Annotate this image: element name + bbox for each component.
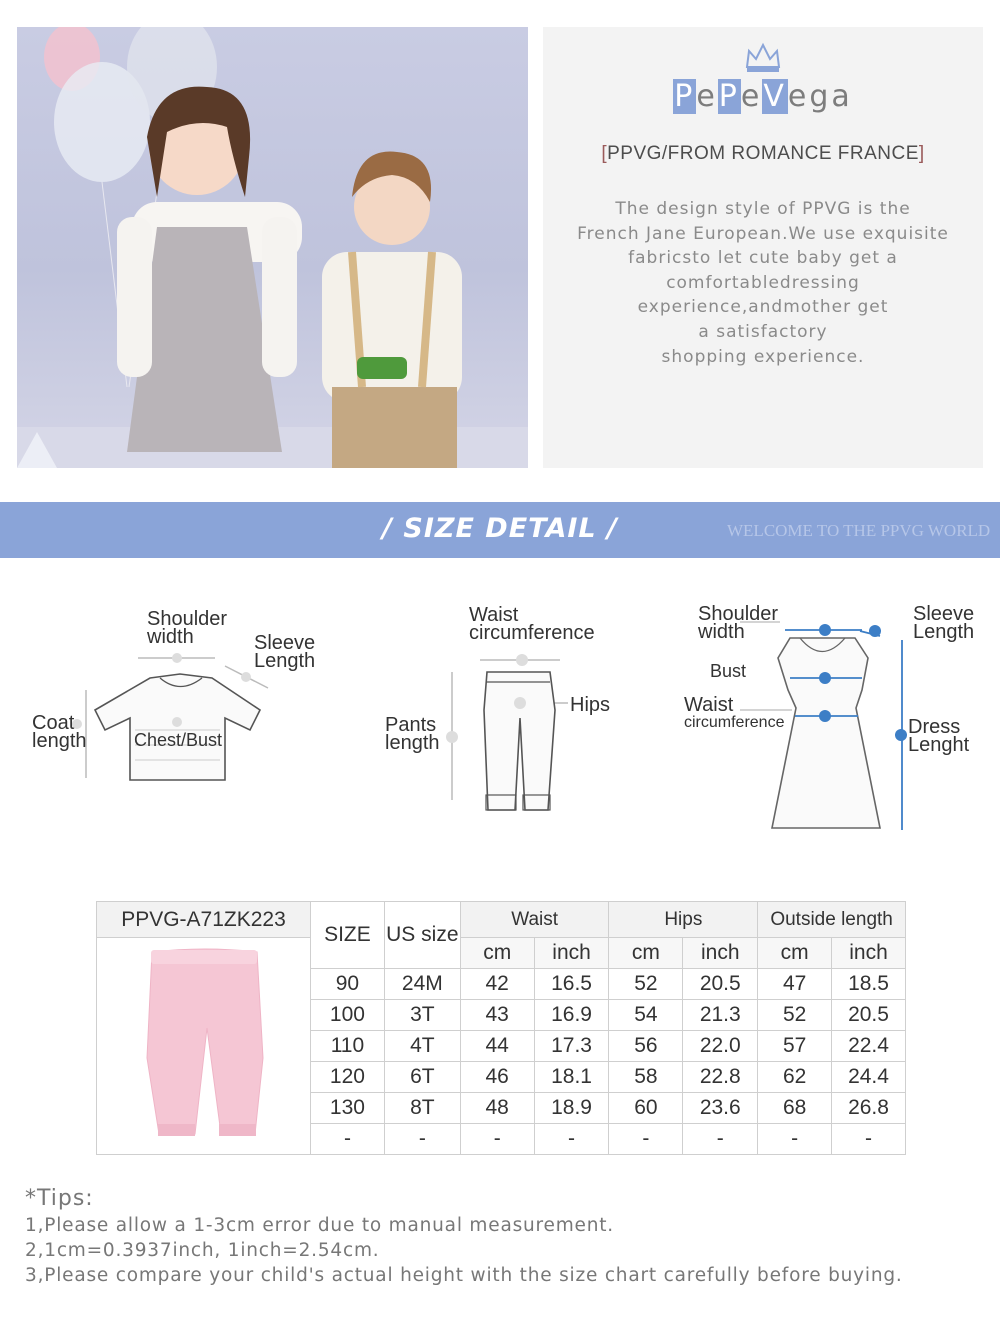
table-cell: 21.3 — [683, 1000, 758, 1031]
tip-item: 3,Please compare your child's actual height with the size chart carefully before buying. — [25, 1265, 903, 1286]
tagline-text: PPVG/FROM ROMANCE FRANCE — [607, 143, 919, 164]
label-line: Dress — [908, 716, 961, 738]
table-cell: 16.5 — [534, 969, 609, 1000]
table-cell: 110 — [310, 1031, 384, 1062]
table-cell: 4T — [384, 1031, 460, 1062]
label-shoulder-width — [698, 605, 778, 641]
product-image-cell — [97, 938, 311, 1155]
tagline-bracket-close: ] — [918, 143, 925, 164]
table-cell: 44 — [460, 1031, 534, 1062]
label-line: circumference — [684, 714, 785, 731]
table-cell: 47 — [758, 969, 832, 1000]
label-line: Length — [913, 621, 975, 643]
table-cell: - — [832, 1124, 906, 1155]
description-line: fabricsto let cute baby get a — [628, 248, 898, 269]
table-cell: 54 — [609, 1000, 683, 1031]
brand-logo — [543, 79, 983, 114]
label-bust: Bust — [710, 661, 747, 681]
label-pants-length — [385, 716, 440, 752]
table-cell: 68 — [758, 1093, 832, 1124]
table-cell: 18.9 — [534, 1093, 609, 1124]
label-line: Sleeve — [913, 603, 975, 625]
brand-panel — [543, 27, 983, 468]
hero-photo — [17, 27, 528, 468]
table-cell: - — [683, 1124, 758, 1155]
table-cell: - — [609, 1124, 683, 1155]
table-cell: 60 — [609, 1093, 683, 1124]
pink-pants-image — [97, 938, 309, 1148]
table-cell: 20.5 — [683, 969, 758, 1000]
table-cell: 16.9 — [534, 1000, 609, 1031]
label-line: width — [147, 626, 194, 648]
description-line: The design style of PPVG is the — [615, 199, 911, 219]
table-cell: - — [310, 1124, 384, 1155]
logo-letter: g — [809, 79, 832, 114]
label-line: Lenght — [908, 734, 970, 756]
label-hips: Hips — [570, 694, 611, 716]
description-line: a satisfactory — [698, 321, 828, 342]
header-outside-length: Outside length — [758, 902, 906, 938]
table-cell: 22.4 — [832, 1031, 906, 1062]
top-measurement-diagram — [20, 600, 340, 800]
label-sleeve-length — [913, 605, 974, 641]
logo-letter: V — [763, 79, 787, 114]
label-line: circumference — [469, 622, 595, 644]
tip-item: 2,1cm=0.3937inch, 1inch=2.54cm. — [25, 1240, 380, 1261]
table-cell: 90 — [310, 969, 384, 1000]
label-line: Pants — [385, 714, 437, 736]
label-line: Shoulder — [698, 603, 779, 625]
header-us-size: US size — [384, 902, 460, 969]
logo-letter: P — [674, 79, 696, 114]
table-cell: 46 — [460, 1062, 534, 1093]
table-cell: 3T — [384, 1000, 460, 1031]
table-cell: - — [460, 1124, 534, 1155]
label-line: width — [698, 621, 745, 643]
unit-inch: inch — [683, 938, 758, 969]
label-line: Waist — [684, 694, 734, 716]
table-cell: 17.3 — [534, 1031, 609, 1062]
label-coat-length — [32, 714, 87, 750]
size-table — [96, 901, 906, 1155]
pants-measurement-diagram — [380, 600, 640, 830]
label-line: Sleeve — [254, 632, 316, 654]
banner-title: / SIZE DETAIL / — [382, 513, 618, 544]
unit-inch: inch — [832, 938, 906, 969]
unit-cm: cm — [758, 938, 832, 969]
table-cell: 20.5 — [832, 1000, 906, 1031]
table-cell: 26.8 — [832, 1093, 906, 1124]
label-line: Coat — [32, 712, 75, 734]
table-cell: 18.5 — [832, 969, 906, 1000]
unit-inch: inch — [534, 938, 609, 969]
label-line: Length — [254, 650, 316, 672]
label-line: length — [32, 730, 87, 752]
table-cell: 24M — [384, 969, 460, 1000]
description-line: French Jane European.We use exquisite — [577, 223, 949, 244]
header-size: SIZE — [310, 902, 384, 969]
table-cell: 62 — [758, 1062, 832, 1093]
table-cell: 23.6 — [683, 1093, 758, 1124]
crown-icon — [743, 41, 783, 75]
table-cell: 57 — [758, 1031, 832, 1062]
table-cell: 42 — [460, 969, 534, 1000]
description-line: experience,andmother get — [637, 297, 889, 318]
unit-cm: cm — [460, 938, 534, 969]
description-line: comfortabledressing — [666, 272, 860, 293]
size-detail-banner — [0, 502, 1000, 558]
logo-letter: P — [718, 79, 740, 114]
table-cell: 130 — [310, 1093, 384, 1124]
table-cell: - — [758, 1124, 832, 1155]
table-cell: - — [384, 1124, 460, 1155]
kids-photo-illustration — [17, 27, 528, 468]
header-hips: Hips — [609, 902, 758, 938]
table-cell: 58 — [609, 1062, 683, 1093]
table-cell: 43 — [460, 1000, 534, 1031]
table-cell: 8T — [384, 1093, 460, 1124]
label-line: Waist — [469, 604, 519, 626]
tagline-bracket-open: [ — [601, 143, 608, 164]
table-cell: 22.8 — [683, 1062, 758, 1093]
label-waist-circumference — [684, 696, 784, 732]
logo-letter: a — [831, 79, 853, 114]
tips-title: *Tips: — [25, 1186, 94, 1211]
brand-tagline — [543, 143, 983, 165]
table-cell: 24.4 — [832, 1062, 906, 1093]
label-waist-circumference — [469, 606, 595, 642]
label-dress-length — [908, 718, 969, 754]
table-cell: 52 — [758, 1000, 832, 1031]
label-sleeve-length — [254, 634, 315, 670]
label-line: Shoulder — [147, 608, 228, 630]
table-cell: 22.0 — [683, 1031, 758, 1062]
tip-item: 1,Please allow a 1-3cm error due to manual measurement. — [25, 1215, 614, 1236]
logo-letter: e — [740, 79, 763, 114]
banner-subtitle: WELCOME TO THE PPVG WORLD — [727, 521, 991, 540]
unit-cm: cm — [609, 938, 683, 969]
model-number: PPVG-A71ZK223 — [97, 902, 311, 938]
logo-letter: e — [787, 79, 810, 114]
table-cell: 18.1 — [534, 1062, 609, 1093]
table-cell: 52 — [609, 969, 683, 1000]
table-cell: 100 — [310, 1000, 384, 1031]
description-line: shopping experience. — [661, 346, 865, 367]
table-cell: - — [534, 1124, 609, 1155]
logo-letter: e — [696, 79, 718, 114]
brand-description — [543, 197, 983, 369]
label-line: length — [385, 732, 440, 754]
label-shoulder-width — [147, 610, 227, 646]
dress-measurement-diagram — [680, 600, 998, 840]
header-waist: Waist — [460, 902, 609, 938]
table-cell: 6T — [384, 1062, 460, 1093]
table-cell: 56 — [609, 1031, 683, 1062]
label-chest-bust: Chest/Bust — [134, 730, 223, 750]
table-cell: 48 — [460, 1093, 534, 1124]
table-cell: 120 — [310, 1062, 384, 1093]
